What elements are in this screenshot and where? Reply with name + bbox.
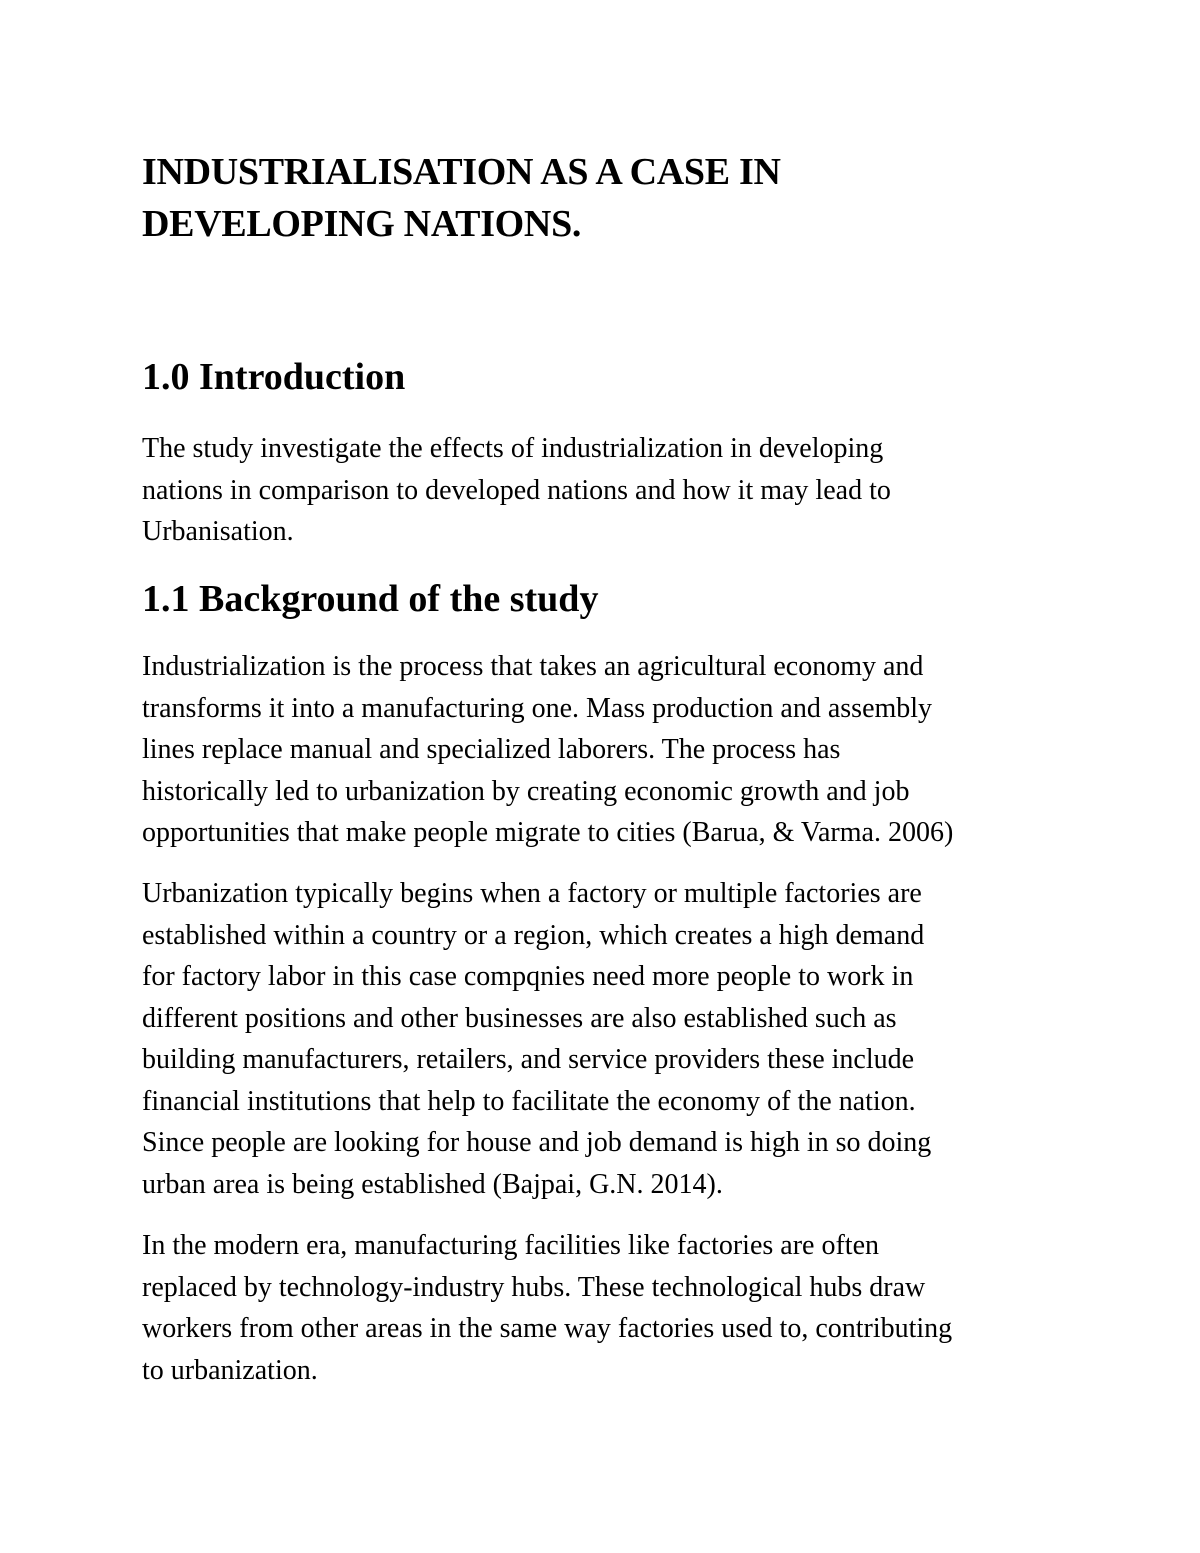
text-line: established within a country or a region, which creates a high demand — [142, 919, 925, 951]
text-line: to urbanization. — [142, 1354, 318, 1386]
document-title — [142, 146, 1102, 250]
text-line: different positions and other businesses are also established such as — [142, 1002, 897, 1034]
text-line: Industrialization is the process that takes an agricultural economy and — [142, 651, 924, 682]
text-line: nations in comparison to developed nations and how it may lead to — [142, 474, 891, 506]
text-line: Urbanization typically begins when a factory or multiple factories are — [142, 878, 922, 909]
text-line: financial institutions that help to facilitate the economy of the nation. — [142, 1085, 916, 1117]
text-line: for factory labor in this case compqnies need more people to work in — [142, 961, 914, 992]
text-line: Since people are looking for house and job demand is high in so doing — [142, 1127, 932, 1158]
text-line: lines replace manual and specialized laborers. The process has — [142, 734, 841, 765]
text-line: transforms it into a manufacturing one. Mass production and assembly — [142, 692, 933, 724]
section-heading-introduction: 1.0 Introduction — [142, 356, 406, 398]
background-paragraph-1 — [142, 646, 1102, 854]
introduction-paragraph — [142, 428, 1102, 553]
text-line: building manufacturers, retailers, and service providers these include — [142, 1044, 915, 1075]
text-line: The study investigate the effects of industrialization in developing — [142, 433, 884, 464]
text-line: In the modern era, manufacturing facilities like factories are often — [142, 1230, 879, 1261]
background-paragraph-3 — [142, 1225, 1102, 1391]
section-heading-background: 1.1 Background of the study — [142, 578, 599, 620]
text-line: urban area is being established (Bajpai, G.N. 2014). — [142, 1168, 723, 1200]
text-line: workers from other areas in the same way factories used to, contributing — [142, 1313, 953, 1344]
text-line: replaced by technology-industry hubs. These technological hubs draw — [142, 1271, 926, 1303]
text-line: historically led to urbanization by creating economic growth and job — [142, 775, 910, 807]
background-paragraph-2 — [142, 873, 1102, 1205]
title-line: INDUSTRIALISATION AS A CASE IN — [142, 151, 781, 193]
text-line: Urbanisation. — [142, 516, 294, 547]
text-line: opportunities that make people migrate to cities (Barua, & Varma. 2006) — [142, 817, 954, 848]
title-line: DEVELOPING NATIONS. — [142, 203, 582, 245]
